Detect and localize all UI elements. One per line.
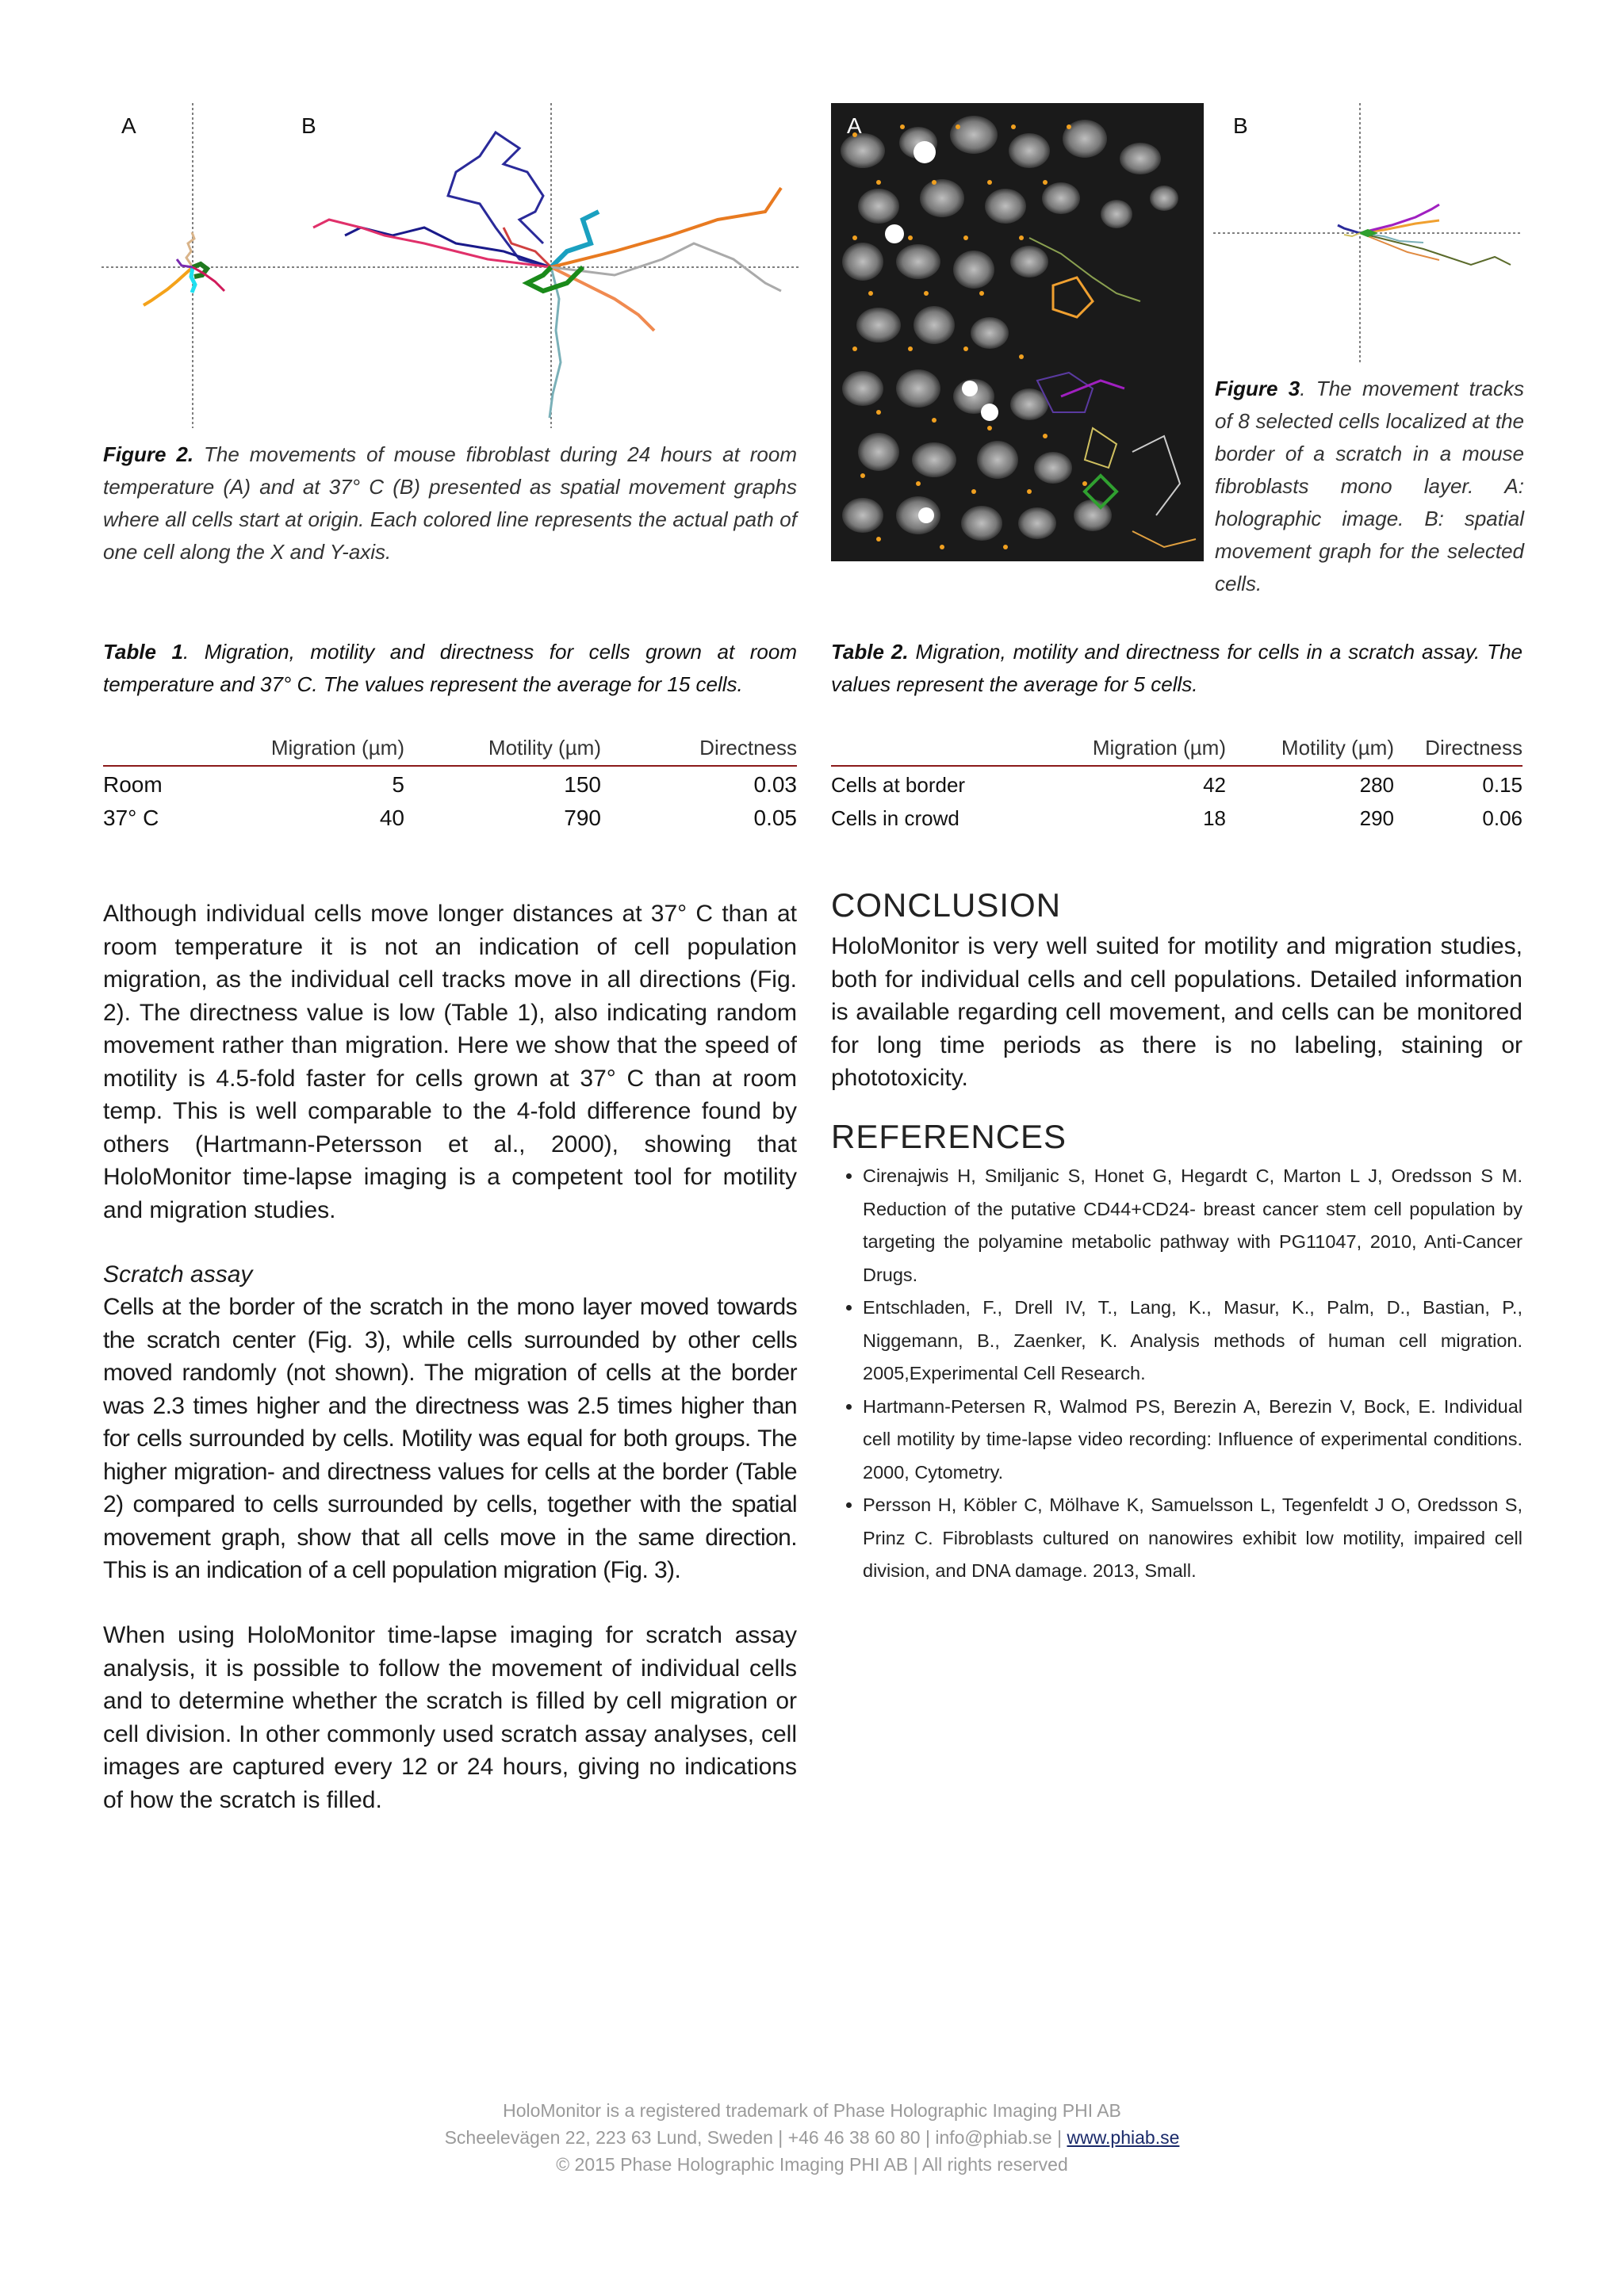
table2-cell: 42 [1203, 772, 1226, 797]
table2-cell: 280 [1359, 772, 1394, 797]
table-row [103, 800, 797, 833]
scratch-assay-heading: Scratch assay [103, 1261, 253, 1288]
table1-header-cell: Migration (µm) [238, 736, 404, 766]
table2-cell: 0.06 [1482, 806, 1522, 830]
table2-cell: 18 [1203, 806, 1226, 830]
fig2-panel-a-graph [102, 103, 276, 428]
table2-header-cell: Directness [1394, 736, 1522, 766]
fig3-panel-b-label: B [1233, 113, 1248, 138]
table1-cell: 40 [379, 806, 404, 830]
table1-header-cell [103, 736, 238, 766]
table2 [831, 736, 1522, 833]
table1-caption-label: Table 1 [103, 640, 183, 664]
table1-caption [103, 636, 797, 701]
table-row [831, 800, 1522, 833]
fig3-holographic-image [831, 103, 1204, 561]
fig3-caption-text: . The movement tracks of 8 selected cells localized at the border of a scratch in a mouse fibroblasts mono layer. A: holographic image. B: spatial movement graph for the selected cells. [1215, 377, 1524, 595]
footer-contact [0, 2124, 1624, 2151]
table1-caption-text: . Migration, motility and directness for cells grown at room temperature and 37° C. The values represent the average for 15 cells. [103, 640, 797, 696]
footer [0, 2097, 1624, 2178]
table2-caption-label: Table 2. [831, 640, 909, 664]
table1-row-label: 37° C [103, 806, 159, 830]
fig2-panel-b-graph [278, 103, 801, 428]
body-paragraph-1: Although individual cells move longer distances at 37° C than at room temperature it is not an indication of cell population migration, as the individual cell tracks move in all directions (Fig. 2). The directness value is low (Table 1), also indicating random movement rather than migration. Here we show that the speed of motility is 4.5-fold faster for cells grown at 37° C than at room temp. This is well comparable to the 4-fold difference found by others (Hartmann-Petersson et al., 2000), showing that HoloMonitor time-lapse imaging is a competent tool for motility and migration studies. [103, 901, 797, 1223]
table2-cell: 0.15 [1482, 772, 1522, 797]
table2-header-cell: Migration (µm) [1013, 736, 1226, 766]
body-paragraph-3: When using HoloMonitor time-lapse imaging for scratch assay analysis, it is possible to follow the movement of individual cells and to determine whether the scratch is filled by cell migration or cell division. In other commonly used scratch assay analyses, cell images are captured every 12 or 24 hours, giving no indications of how the scratch is filled. [103, 1622, 797, 1813]
fig2-caption [103, 438, 797, 568]
table2-caption-text: Migration, motility and directness for cells in a scratch assay. The values represent the average for 5 cells. [831, 640, 1522, 696]
fig3-caption-label: Figure 3 [1215, 377, 1300, 400]
table1-cell: 0.05 [753, 806, 797, 830]
table2-header-cell: Motility (µm) [1226, 736, 1394, 766]
fig2-panel-a-label: A [121, 113, 136, 138]
table1-cell: 790 [564, 806, 601, 830]
reference-item: • Persson H, Köbler C, Mölhave K, Samuelsson L, Tegenfeldt J O, Oredsson S, Prinz C. Fibroblasts cultured on nanowires exhibit low motility, impaired cell division, and DNA damage. 2013, Small. [863, 1489, 1522, 1588]
fig2-caption-text: The movements of mouse fibroblast during 24 hours at room temperature (A) and at 37° C (B) presented as spatial movement graphs where all cells start at origin. Each colored line represents the actual path of one cell along the X and Y-axis. [103, 442, 797, 564]
references-heading: REFERENCES [831, 1118, 1067, 1155]
table2-row-label: Cells at border [831, 772, 966, 797]
conclusion-heading: CONCLUSION [831, 886, 1062, 924]
table1 [103, 736, 797, 833]
fig2-caption-label: Figure 2. [103, 442, 194, 466]
table2-header-row [831, 736, 1522, 766]
table1-cell: 0.03 [753, 772, 797, 797]
table-row [103, 766, 797, 800]
fig3-caption [1215, 373, 1524, 600]
table2-cell: 290 [1359, 806, 1394, 830]
fig3-panel-b-graph [1213, 103, 1522, 365]
table1-row-label: Room [103, 772, 163, 797]
footer-copyright: © 2015 Phase Holographic Imaging PHI AB | All rights reserved [556, 2154, 1068, 2175]
table2-header-cell [831, 736, 1013, 766]
reference-item: • Cirenajwis H, Smiljanic S, Honet G, Hegardt C, Marton L J, Oredsson S M. Reduction of the putative CD44+CD24- breast cancer stem cell population by targeting the polyamine metabolic pathway with PG11047, 2010, Anti-Cancer Drugs. [863, 1160, 1522, 1292]
holographic-cells-image [831, 103, 1204, 561]
body-paragraph-2: Cells at the border of the scratch in the mono layer moved towards the scratch center (Fig. 3), while cells surrounded by other cells moved randomly (not shown). The migration of cells at the border was 2.3 times higher and the directness was 2.5 times higher than for cells surrounded by cells. Motility was equal for both groups. The higher migration- and directness values for cells at the border (Table 2) compared to cells surrounded by cells, together with the spatial movement graph, show that all cells move in the same direction. This is an indication of a cell population migration (Fig. 3). [103, 1294, 797, 1583]
website-link[interactable]: www.phiab.se [1067, 2127, 1180, 2148]
references-list [831, 1160, 1522, 1588]
table2-row-label: Cells in crowd [831, 806, 959, 830]
table2-caption [831, 636, 1522, 701]
table1-cell: 5 [392, 772, 404, 797]
footer-address: Scheelevägen 22, 223 63 Lund, Sweden | +46 46 38 60 80 | info@phiab.se | [444, 2127, 1067, 2148]
table1-header-row [103, 736, 797, 766]
table1-header-cell: Motility (µm) [404, 736, 601, 766]
table-row [831, 766, 1522, 800]
conclusion-text: HoloMonitor is very well suited for motility and migration studies, both for individual cells and cell populations. Detailed information is available regarding cell movement, and cells can be monitored for long time periods as there is no labeling, staining or phototoxicity. [831, 933, 1522, 1091]
fig2-panel-b-label: B [301, 113, 316, 138]
reference-item: • Hartmann-Petersen R, Walmod PS, Berezin A, Berezin V, Bock, E. Individual cell motility by time-lapse video recording: Influence of experimental conditions. 2000, Cytometry. [863, 1391, 1522, 1490]
table1-cell: 150 [564, 772, 601, 797]
fig3-panel-a-label: A [847, 113, 862, 138]
table1-header-cell: Directness [601, 736, 797, 766]
footer-trademark: HoloMonitor is a registered trademark of Phase Holographic Imaging PHI AB [503, 2100, 1121, 2121]
reference-item: • Entschladen, F., Drell IV, T., Lang, K., Masur, K., Palm, D., Bastian, P., Niggemann, B., Zaenker, K. Analysis methods of human cell migration. 2005,Experimental Cell Research. [863, 1292, 1522, 1391]
